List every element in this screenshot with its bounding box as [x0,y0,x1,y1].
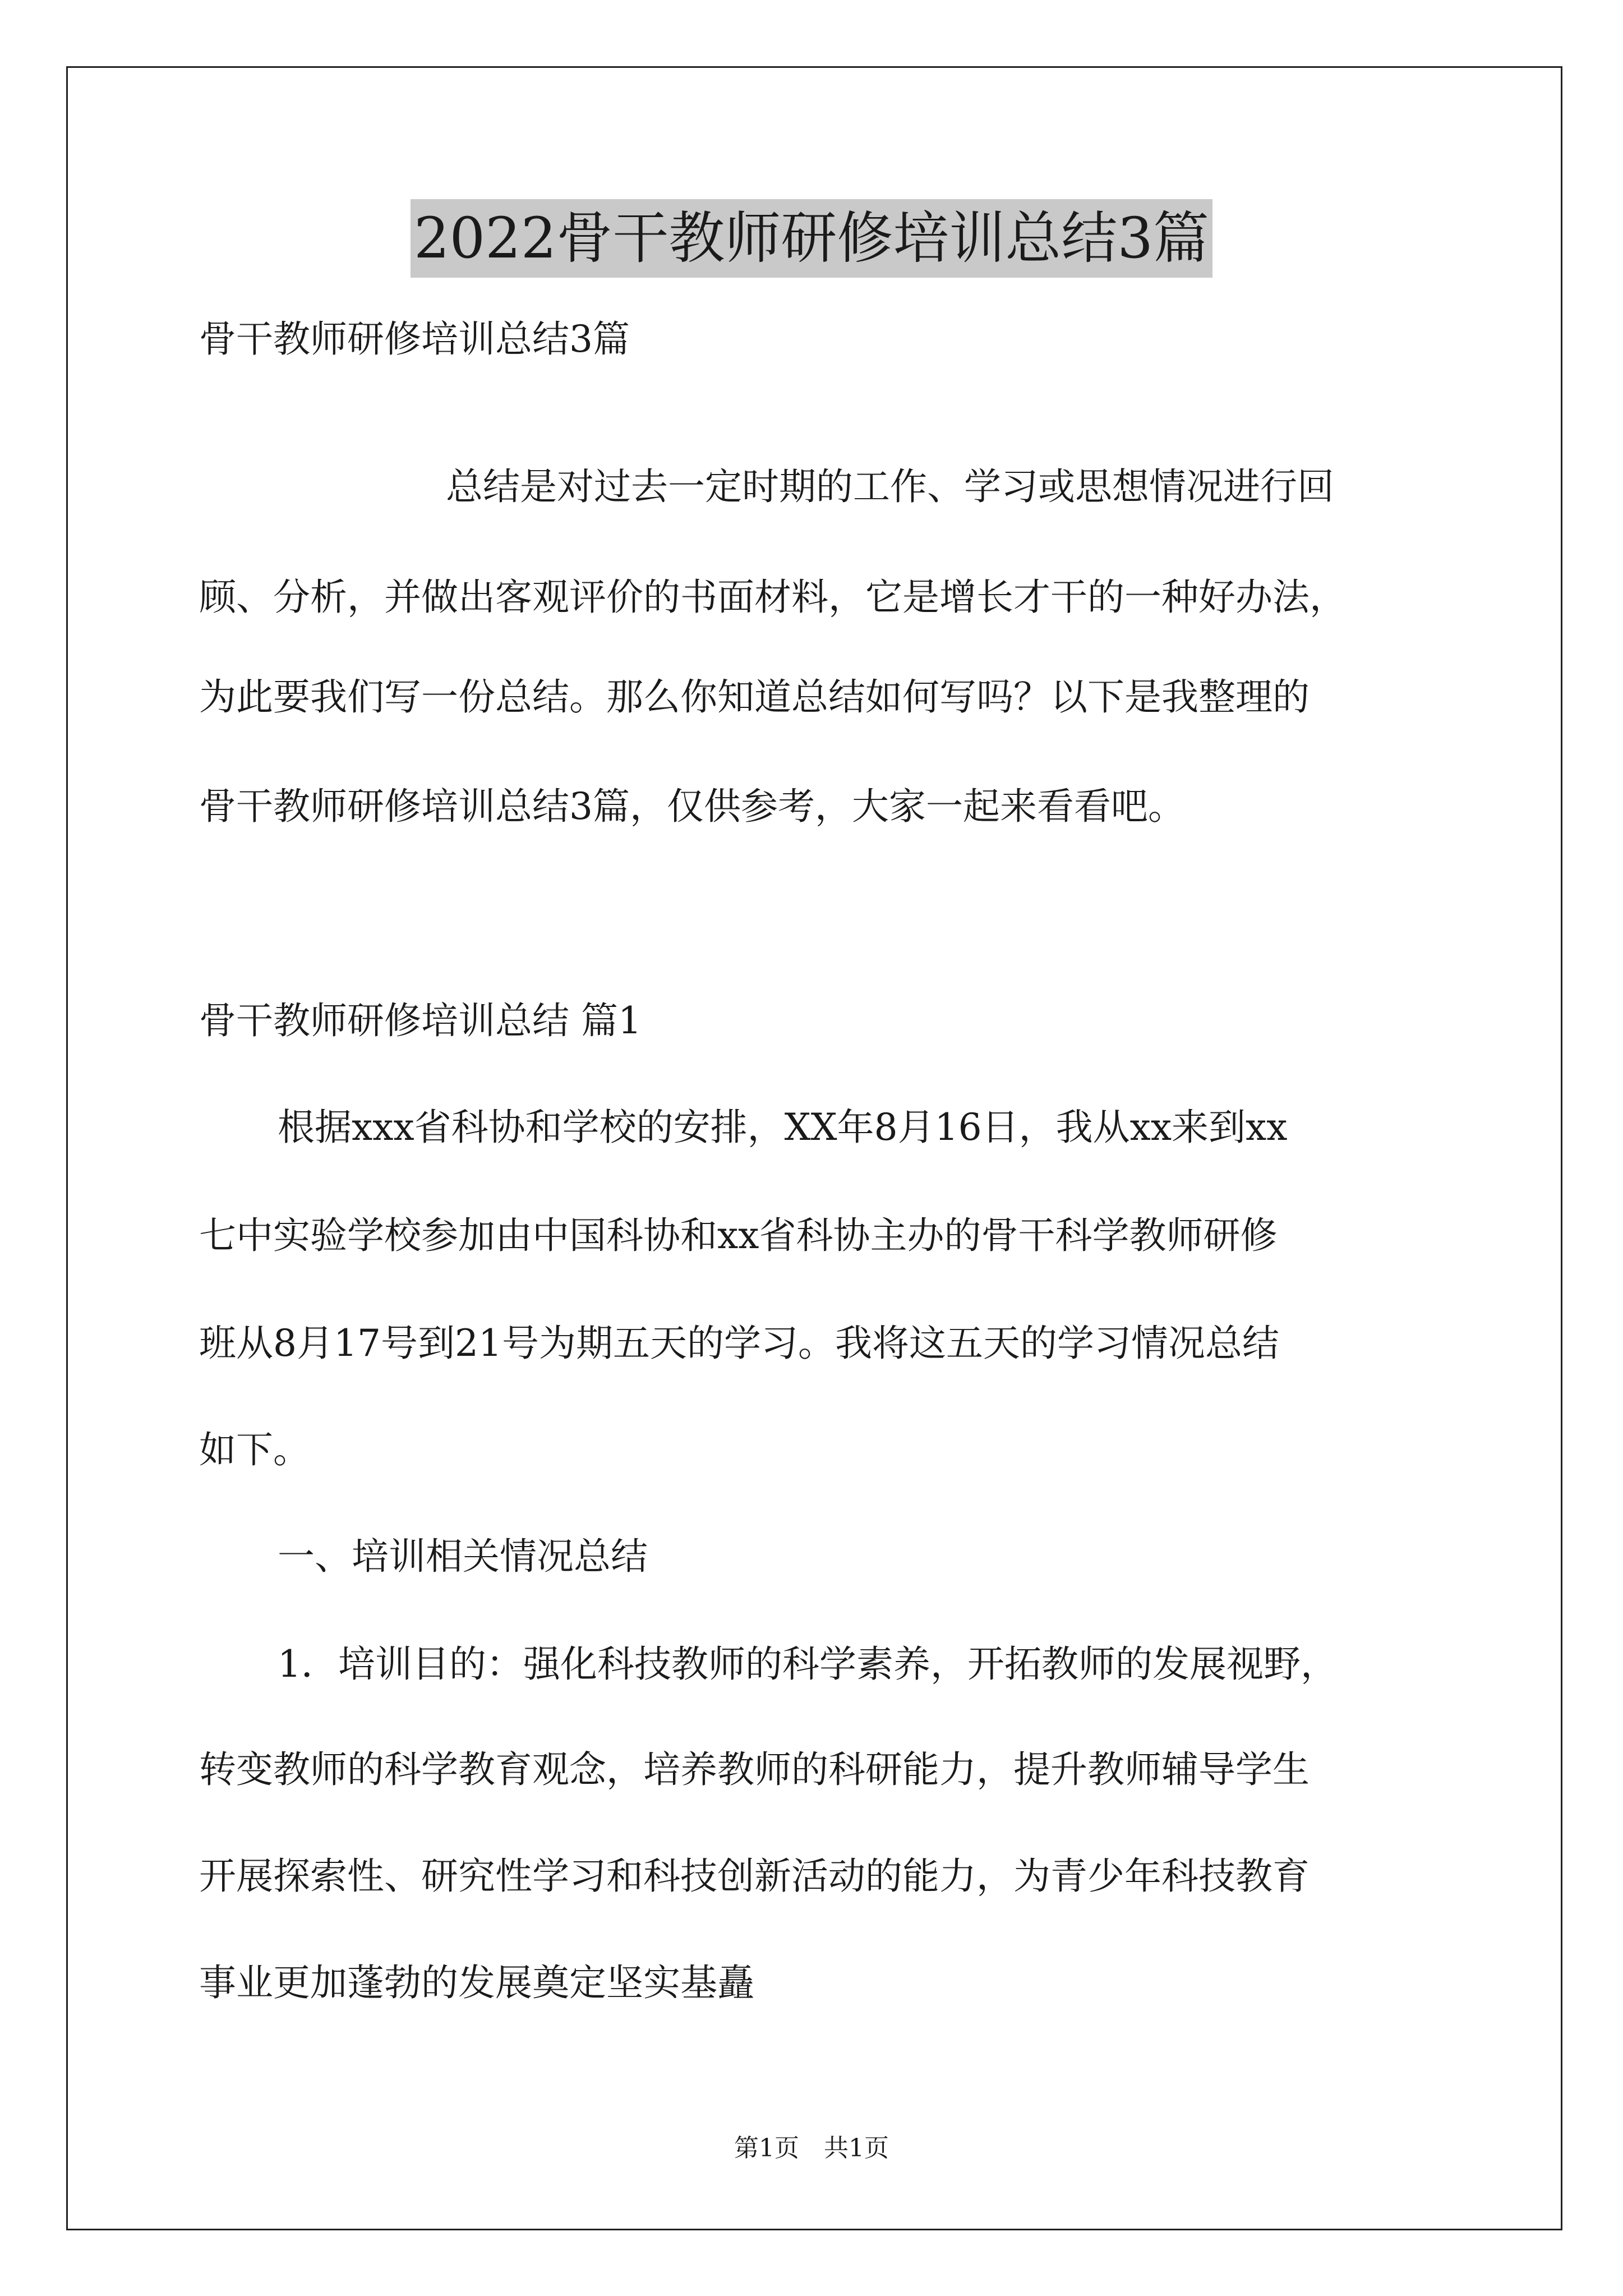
page-footer: 第1页 共1页 [734,2134,889,2162]
title-wrap [0,199,1623,278]
intro-line-1: 总结是对过去一定时期的工作、学习或思想情况进行回 [446,465,1334,508]
para1-line-4: 如下。 [199,1428,310,1471]
para2-line-4: 事业更加蓬勃的发展奠定坚实基矗 [199,1961,754,2004]
para1-line-1: 根据xxx省科协和学校的安排，XX年8月16日，我从xx来到xx [278,1106,1288,1149]
intro-line-4: 骨干教师研修培训总结3篇，仅供参考，大家一起来看看吧。 [199,785,1185,828]
para1-line-2: 七中实验学校参加由中国科协和xx省科协主办的骨干科学教师研修 [199,1214,1278,1257]
para2-line-1: 1．培训目的：强化科技教师的科学素养，开拓教师的发展视野， [278,1642,1338,1686]
intro-line-2: 顾、分析，并做出客观评价的书面材料，它是增长才干的一种好办法， [199,576,1347,619]
para2-line-2: 转变教师的科学教育观念，培养教师的科研能力，提升教师辅导学生 [199,1748,1310,1791]
section-heading-1: 骨干教师研修培训总结 篇1 [199,999,642,1042]
document-title: 2022骨干教师研修培训总结3篇 [411,199,1212,278]
para1-line-3: 班从8月17号到21号为期五天的学习。我将这五天的学习情况总结 [199,1322,1279,1365]
para2-line-3: 开展探索性、研究性学习和科技创新活动的能力，为青少年科技教育 [199,1855,1310,1898]
subtitle-line: 骨干教师研修培训总结3篇 [199,318,630,361]
subheading-1: 一、培训相关情况总结 [278,1535,648,1578]
intro-line-3: 为此要我们写一份总结。那么你知道总结如何写吗？以下是我整理的 [199,675,1310,719]
